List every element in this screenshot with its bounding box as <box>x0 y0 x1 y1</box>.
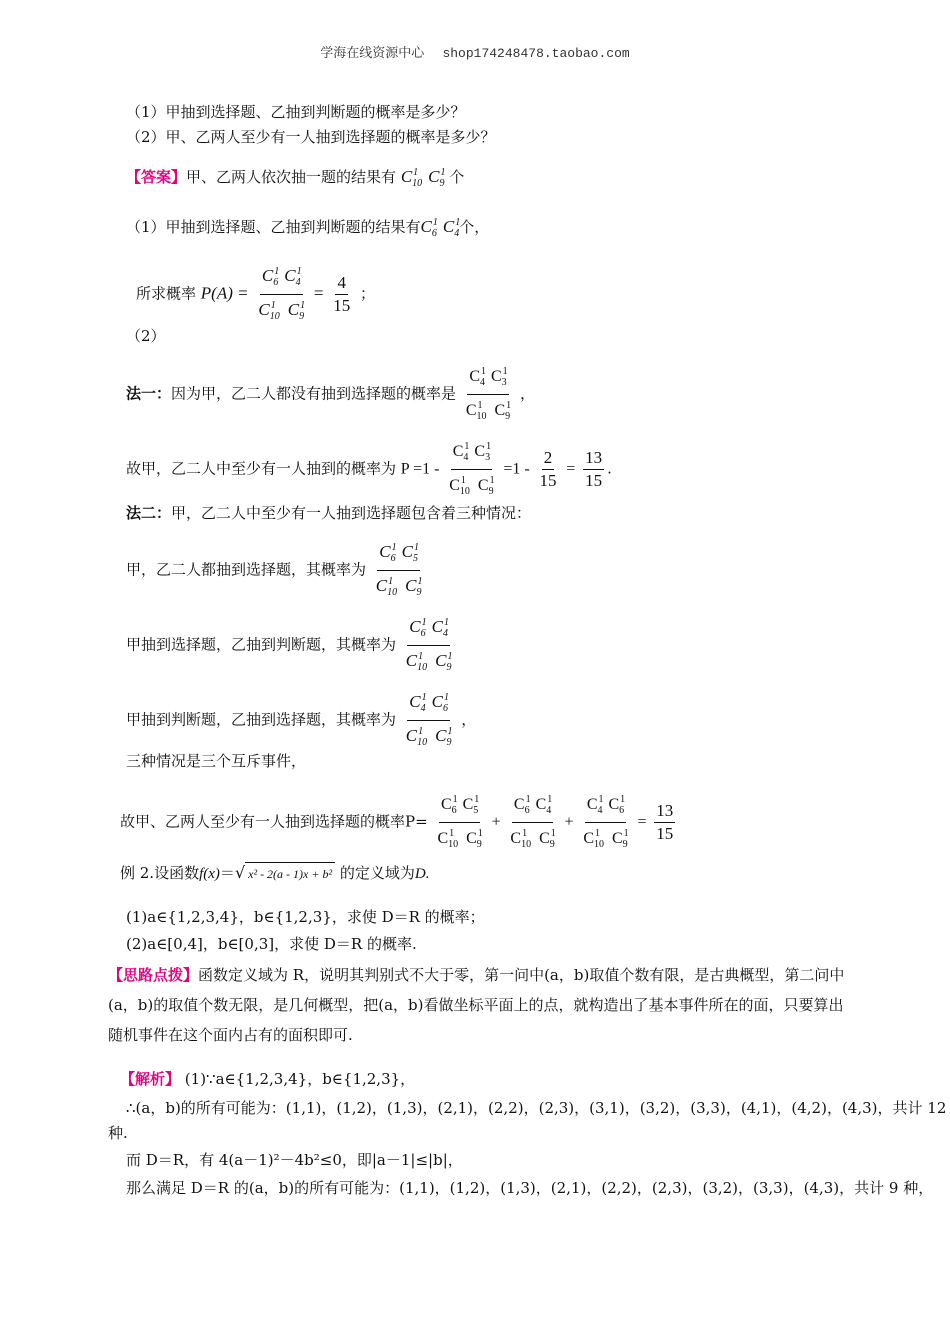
question-1: （1）甲抽到选择题、乙抽到判断题的概率是多少？ <box>126 103 466 121</box>
method1-conclusion: 故甲，乙二人中至少有一人抽到的概率为 P =1 - $\frac{C^1_4 C^1_3}{C^1_{10} C^1_9}$ =1 - $\frac{2}{15}$ = $\frac{13}{15}$ . <box>126 437 612 502</box>
answer-suffix: 个 <box>449 168 465 186</box>
solution-line-1: 【解析】 (1)∵a∈{1,2,3,4}，b∈{1,2,3}， <box>120 1070 416 1088</box>
part1-suffix: 个， <box>459 218 490 236</box>
answer-text: 甲、乙两人依次抽一题的结果有 <box>186 168 397 186</box>
fraction-4-15: $\frac{4}{15}$ <box>333 273 351 315</box>
fraction-c6c4-over-c10c9-b: $\frac{C^1_6 C^1_4}{C^1_{10} C^1_9}$ <box>404 613 454 678</box>
method2-line <box>126 502 531 524</box>
solution-line-5: 那么满足 D＝R 的(a，b)的所有可能为：(1,1)，(1,2)，(1,3)，(2,1)，(2,2)，(2,3)，(3,2)，(3,3)，(4,3)，共计 9 种， <box>126 1179 934 1197</box>
final-frac-result: $\frac{13}{15}$ <box>656 801 674 843</box>
example2-radicand: x² - 2(a - 1)x + b² <box>245 862 335 885</box>
example2-q2: (2)a∈[0,4]，b∈[0,3]，求使 D＝R 的概率. <box>126 935 417 953</box>
part1-line <box>126 212 489 245</box>
case2-line <box>126 613 456 678</box>
solution-tag: 【解析】 <box>120 1070 181 1088</box>
solution-line-3: 种. <box>108 1124 128 1142</box>
answer-tag: 【答案】 <box>126 168 187 186</box>
answer-line <box>126 162 464 195</box>
method2-tag: 法二： <box>126 504 172 522</box>
hint-tag: 【思路点拨】 <box>108 966 199 984</box>
example2-line: 例 2.设函数f(x)＝√ x² - 2(a - 1)x + b² 的定义域为D. <box>120 862 429 885</box>
c-10-1: $C^1_{10}$ <box>400 167 423 189</box>
header-site: 学海在线资源中心 <box>320 46 425 61</box>
method1-conc-text: 故甲，乙二人中至少有一人抽到的概率为 <box>126 459 397 478</box>
part2-label: （2） <box>126 327 166 345</box>
fraction-c6c5-over-c10c9: $\frac{C^1_6 C^1_5}{C^1_{10} C^1_9}$ <box>374 538 424 603</box>
final-frac-2: $\frac{C^1_6 C^1_4}{C^1_{10} C^1_9}$ <box>508 790 556 855</box>
method2-text: 甲，乙二人中至少有一人抽到选择题包含着三种情况： <box>171 504 532 522</box>
header-shop: shop174248478.taobao.com <box>442 46 630 61</box>
prob-label: 所求概率 <box>136 284 197 303</box>
hint-paragraph <box>108 960 858 1050</box>
solution-line-2: ∴(a，b)的所有可能为：(1,1)，(1,2)，(1,3)，(2,1)，(2,2)，(2,3)，(3,1)，(3,2)，(3,3)，(4,1)，(4,2)，(4,3)，共计 12 <box>126 1099 947 1117</box>
semicolon: ； <box>360 284 376 303</box>
method1-text: 因为甲，乙二人都没有抽到选择题的概率是 <box>171 384 457 403</box>
prob-pa: P(A) = <box>200 283 249 303</box>
solution-line-4: 而 D＝R，有 4(a－1)²－4b²≤0，即|a－1|≤|b|， <box>126 1151 463 1169</box>
fraction-2-15: $\frac{2}{15}$ <box>539 448 557 490</box>
prob-a-line: 所求概率 P(A) = $\frac{C^1_6 C^1_4}{C^1_{10} C^1_9}$ = $\frac{4}{15}$ ； <box>136 262 375 327</box>
final-frac-1: $\frac{C^1_6 C^1_5}{C^1_{10} C^1_9}$ <box>435 790 483 855</box>
fraction-c4c6-over-c10c9: $\frac{C^1_4 C^1_6}{C^1_{10} C^1_9}$ <box>404 688 454 753</box>
fraction-13-15: $\frac{13}{15}$ <box>585 448 603 490</box>
c-6-1: $C^1_6$ <box>420 217 438 239</box>
final-line: 故甲、乙两人至少有一人抽到选择题的概率P= $\frac{C^1_6 C^1_5}{C^1_{10} C^1_9}$ + $\frac{C^1_6 C^1_4}{C^1_{10} C^1_9}$ + $\frac{C^1_4 C^1_6}{C^1_{10} C^1_9}$ = $\frac{13}{15}$ <box>120 790 678 855</box>
case1-line <box>126 538 426 603</box>
method1-line: 法一：因为甲，乙二人都没有抽到选择题的概率是 $\frac{C^1_4 C^1_3}{C^1_{10} C^1_9}$ ， <box>126 362 535 427</box>
case1-text: 甲，乙二人都抽到选择题，其概率为 <box>126 560 367 579</box>
question-2: （2）甲、乙两人至少有一人抽到选择题的概率是多少？ <box>126 128 496 146</box>
hint-text: 函数定义域为 R，说明其判别式不大于零，第一问中(a，b)取值个数有限，是古典概型，第二问中(a，b)的取值个数无限，是几何概型，把(a，b)看做坐标平面上的点，就构造出了基本事件所在的面，只要算出随机事件在这个面内占有的面积即可. <box>108 966 845 1044</box>
c-9-1: $C^1_9$ <box>428 167 446 189</box>
example2-q1: (1)a∈{1,2,3,4}，b∈{1,2,3}，求使 D＝R 的概率； <box>126 908 485 926</box>
method1-tag: 法一： <box>126 384 172 403</box>
mutex-line: 三种情况是三个互斥事件， <box>126 752 307 770</box>
fraction-c6c4-over-c10c9: $\frac{C^1_6 C^1_4}{C^1_{10} C^1_9}$ <box>256 262 306 327</box>
case3-text: 甲抽到判断题，乙抽到选择题，其概率为 <box>126 710 397 729</box>
fraction-c4c3-over-c10c9-b: $\frac{C^1_4 C^1_3}{C^1_{10} C^1_9}$ <box>447 437 495 502</box>
c-4-1: $C^1_4$ <box>442 217 461 239</box>
page-header <box>0 42 950 61</box>
part1-text: （1）甲抽到选择题、乙抽到判断题的结果有 <box>126 218 421 236</box>
final-frac-3: $\frac{C^1_4 C^1_6}{C^1_{10} C^1_9}$ <box>581 790 629 855</box>
fraction-c4c3-over-c10c9: $\frac{C^1_4 C^1_3}{C^1_{10} C^1_9}$ <box>464 362 512 427</box>
final-text: 故甲、乙两人至少有一人抽到选择题的概率P= <box>120 812 428 831</box>
case3-line: 甲抽到判断题，乙抽到选择题，其概率为 $\frac{C^1_4 C^1_6}{C^1_{10} C^1_9}$ ， <box>126 688 476 753</box>
case2-text: 甲抽到选择题，乙抽到判断题，其概率为 <box>126 635 397 654</box>
